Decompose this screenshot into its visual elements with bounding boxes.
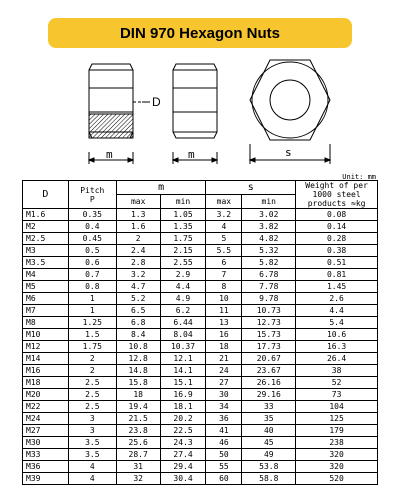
m-min-cell: 6.2	[160, 305, 206, 317]
table-row	[23, 233, 378, 245]
pitch-cell: 3	[68, 425, 116, 437]
unit-note: Unit: mm	[342, 173, 376, 181]
pitch-cell: 0.5	[68, 245, 116, 257]
weight-cell: 179	[296, 425, 378, 437]
weight-cell: 0.38	[296, 245, 378, 257]
s-max-cell: 46	[206, 437, 242, 449]
table-row	[23, 341, 378, 353]
header-s: s	[206, 181, 296, 195]
table-row	[23, 317, 378, 329]
weight-cell: 320	[296, 449, 378, 461]
m-max-cell: 31	[116, 461, 160, 473]
weight-cell: 125	[296, 413, 378, 425]
s-min-cell: 6.78	[242, 269, 296, 281]
m-min-cell: 24.3	[160, 437, 206, 449]
s-min-cell: 15.73	[242, 329, 296, 341]
thread-size-cell: M14	[23, 353, 69, 365]
m-min-cell: 1.05	[160, 209, 206, 221]
s-max-cell: 6	[206, 257, 242, 269]
m-max-cell: 14.8	[116, 365, 160, 377]
table-row	[23, 449, 378, 461]
table-row	[23, 305, 378, 317]
s-max-cell: 11	[206, 305, 242, 317]
m-min-cell: 30.4	[160, 473, 206, 485]
table-row	[23, 437, 378, 449]
header-d: D	[23, 181, 69, 209]
s-min-cell: 40	[242, 425, 296, 437]
m-max-cell: 19.4	[116, 401, 160, 413]
s-max-cell: 8	[206, 281, 242, 293]
thread-size-cell: M10	[23, 329, 69, 341]
thread-size-cell: M16	[23, 365, 69, 377]
table-row	[23, 209, 378, 221]
s-min-cell: 9.78	[242, 293, 296, 305]
weight-cell: 238	[296, 437, 378, 449]
weight-cell: 104	[296, 401, 378, 413]
s-max-cell: 50	[206, 449, 242, 461]
m-min-cell: 22.5	[160, 425, 206, 437]
m-min-cell: 1.75	[160, 233, 206, 245]
m-min-cell: 1.35	[160, 221, 206, 233]
spec-table	[22, 180, 378, 485]
thread-size-cell: M7	[23, 305, 69, 317]
s-min-cell: 3.02	[242, 209, 296, 221]
m-min-cell: 10.37	[160, 341, 206, 353]
s-max-cell: 18	[206, 341, 242, 353]
s-max-cell: 16	[206, 329, 242, 341]
table-row	[23, 329, 378, 341]
m-max-cell: 2	[116, 233, 160, 245]
s-max-cell: 34	[206, 401, 242, 413]
s-min-cell: 53.8	[242, 461, 296, 473]
s-min-cell: 45	[242, 437, 296, 449]
dimension-m-left-label: m	[106, 148, 113, 161]
header-weight: Weight of per 1000 steel products ≈kg	[296, 181, 378, 209]
pitch-cell: 0.35	[68, 209, 116, 221]
pitch-cell: 2.5	[68, 377, 116, 389]
s-max-cell: 27	[206, 377, 242, 389]
m-min-cell: 27.4	[160, 449, 206, 461]
table-row	[23, 269, 378, 281]
thread-size-cell: M24	[23, 413, 69, 425]
m-min-cell: 4.9	[160, 293, 206, 305]
s-min-cell: 17.73	[242, 341, 296, 353]
thread-size-cell: M12	[23, 341, 69, 353]
table-row	[23, 245, 378, 257]
pitch-cell: 0.4	[68, 221, 116, 233]
s-max-cell: 5	[206, 233, 242, 245]
m-min-cell: 4.4	[160, 281, 206, 293]
spec-table-body	[23, 209, 378, 485]
pitch-cell: 2	[68, 365, 116, 377]
s-max-cell: 30	[206, 389, 242, 401]
s-min-cell: 3.82	[242, 221, 296, 233]
thread-size-cell: M36	[23, 461, 69, 473]
dimension-s-label: s	[285, 146, 292, 159]
m-min-cell: 18.1	[160, 401, 206, 413]
m-min-cell: 12.1	[160, 353, 206, 365]
nut-technical-drawing	[0, 52, 400, 176]
pitch-cell: 4	[68, 461, 116, 473]
m-max-cell: 2.4	[116, 245, 160, 257]
header-m: m	[116, 181, 206, 195]
s-max-cell: 60	[206, 473, 242, 485]
table-row	[23, 401, 378, 413]
s-min-cell: 26.16	[242, 377, 296, 389]
m-max-cell: 1.3	[116, 209, 160, 221]
s-max-cell: 7	[206, 269, 242, 281]
header-pitch: Pitch P	[68, 181, 116, 209]
pitch-cell: 1.75	[68, 341, 116, 353]
weight-cell: 0.08	[296, 209, 378, 221]
s-max-cell: 21	[206, 353, 242, 365]
weight-cell: 1.45	[296, 281, 378, 293]
m-max-cell: 18	[116, 389, 160, 401]
m-max-cell: 6.8	[116, 317, 160, 329]
weight-cell: 320	[296, 461, 378, 473]
pitch-cell: 0.6	[68, 257, 116, 269]
s-min-cell: 29.16	[242, 389, 296, 401]
weight-cell: 0.51	[296, 257, 378, 269]
weight-cell: 26.4	[296, 353, 378, 365]
m-min-cell: 2.15	[160, 245, 206, 257]
table-row	[23, 425, 378, 437]
s-min-cell: 49	[242, 449, 296, 461]
m-max-cell: 32	[116, 473, 160, 485]
thread-size-cell: M8	[23, 317, 69, 329]
s-min-cell: 7.78	[242, 281, 296, 293]
m-min-cell: 29.4	[160, 461, 206, 473]
table-row	[23, 293, 378, 305]
m-max-cell: 6.5	[116, 305, 160, 317]
weight-cell: 0.14	[296, 221, 378, 233]
m-min-cell: 2.9	[160, 269, 206, 281]
m-max-cell: 23.8	[116, 425, 160, 437]
thread-size-cell: M3.5	[23, 257, 69, 269]
thread-size-cell: M4	[23, 269, 69, 281]
pitch-cell: 2	[68, 353, 116, 365]
thread-size-cell: M1.6	[23, 209, 69, 221]
m-min-cell: 14.1	[160, 365, 206, 377]
s-max-cell: 13	[206, 317, 242, 329]
weight-cell: 38	[296, 365, 378, 377]
thread-size-cell: M20	[23, 389, 69, 401]
thread-size-cell: M27	[23, 425, 69, 437]
s-max-cell: 36	[206, 413, 242, 425]
table-row	[23, 473, 378, 485]
m-max-cell: 10.8	[116, 341, 160, 353]
s-min-cell: 23.67	[242, 365, 296, 377]
s-max-cell: 5.5	[206, 245, 242, 257]
pitch-cell: 1.5	[68, 329, 116, 341]
thread-size-cell: M6	[23, 293, 69, 305]
m-min-cell: 15.1	[160, 377, 206, 389]
header-s-min: min	[242, 195, 296, 209]
pitch-cell: 0.8	[68, 281, 116, 293]
table-row	[23, 377, 378, 389]
table-row	[23, 365, 378, 377]
m-max-cell: 8.4	[116, 329, 160, 341]
table-row	[23, 389, 378, 401]
table-row	[23, 413, 378, 425]
m-max-cell: 1.6	[116, 221, 160, 233]
m-max-cell: 3.2	[116, 269, 160, 281]
title-banner	[48, 18, 352, 48]
pitch-cell: 0.7	[68, 269, 116, 281]
table-row	[23, 221, 378, 233]
thread-size-cell: M33	[23, 449, 69, 461]
m-max-cell: 4.7	[116, 281, 160, 293]
s-min-cell: 33	[242, 401, 296, 413]
header-s-max: max	[206, 195, 242, 209]
s-max-cell: 41	[206, 425, 242, 437]
s-max-cell: 4	[206, 221, 242, 233]
s-max-cell: 10	[206, 293, 242, 305]
thread-size-cell: M39	[23, 473, 69, 485]
thread-size-cell: M18	[23, 377, 69, 389]
weight-cell: 520	[296, 473, 378, 485]
s-min-cell: 5.82	[242, 257, 296, 269]
weight-cell: 4.4	[296, 305, 378, 317]
pitch-cell: 0.45	[68, 233, 116, 245]
s-min-cell: 4.82	[242, 233, 296, 245]
s-max-cell: 55	[206, 461, 242, 473]
pitch-cell: 1	[68, 305, 116, 317]
m-min-cell: 16.9	[160, 389, 206, 401]
s-min-cell: 35	[242, 413, 296, 425]
dimension-m-right-label: m	[188, 148, 195, 161]
s-min-cell: 58.8	[242, 473, 296, 485]
m-min-cell: 6.44	[160, 317, 206, 329]
thread-size-cell: M5	[23, 281, 69, 293]
m-max-cell: 12.8	[116, 353, 160, 365]
table-row	[23, 281, 378, 293]
page-title: DIN 970 Hexagon Nuts	[119, 24, 281, 42]
header-m-min: min	[160, 195, 206, 209]
thread-size-cell: M2	[23, 221, 69, 233]
thread-size-cell: M2.5	[23, 233, 69, 245]
pitch-cell: 1.25	[68, 317, 116, 329]
thread-size-cell: M30	[23, 437, 69, 449]
s-min-cell: 10.73	[242, 305, 296, 317]
weight-cell: 0.28	[296, 233, 378, 245]
weight-cell: 52	[296, 377, 378, 389]
side-view	[173, 64, 217, 164]
table-row	[23, 353, 378, 365]
m-max-cell: 15.8	[116, 377, 160, 389]
s-max-cell: 3.2	[206, 209, 242, 221]
weight-cell: 0.81	[296, 269, 378, 281]
pitch-cell: 2.5	[68, 401, 116, 413]
pitch-cell: 3.5	[68, 437, 116, 449]
pitch-cell: 3.5	[68, 449, 116, 461]
s-min-cell: 20.67	[242, 353, 296, 365]
pitch-cell: 1	[68, 293, 116, 305]
s-max-cell: 24	[206, 365, 242, 377]
m-min-cell: 8.04	[160, 329, 206, 341]
m-max-cell: 25.6	[116, 437, 160, 449]
table-row	[23, 257, 378, 269]
header-m-max: max	[116, 195, 160, 209]
table-row	[23, 461, 378, 473]
thread-size-cell: M3	[23, 245, 69, 257]
thread-size-cell: M22	[23, 401, 69, 413]
s-min-cell: 5.32	[242, 245, 296, 257]
weight-cell: 73	[296, 389, 378, 401]
pitch-cell: 4	[68, 473, 116, 485]
m-min-cell: 2.55	[160, 257, 206, 269]
m-max-cell: 21.5	[116, 413, 160, 425]
m-max-cell: 2.8	[116, 257, 160, 269]
s-min-cell: 12.73	[242, 317, 296, 329]
dimension-d-label: D	[152, 95, 161, 109]
section-view	[89, 64, 150, 164]
m-max-cell: 28.7	[116, 449, 160, 461]
weight-cell: 16.3	[296, 341, 378, 353]
m-max-cell: 5.2	[116, 293, 160, 305]
weight-cell: 5.4	[296, 317, 378, 329]
weight-cell: 10.6	[296, 329, 378, 341]
pitch-cell: 2.5	[68, 389, 116, 401]
pitch-cell: 3	[68, 413, 116, 425]
weight-cell: 2.6	[296, 293, 378, 305]
m-min-cell: 20.2	[160, 413, 206, 425]
